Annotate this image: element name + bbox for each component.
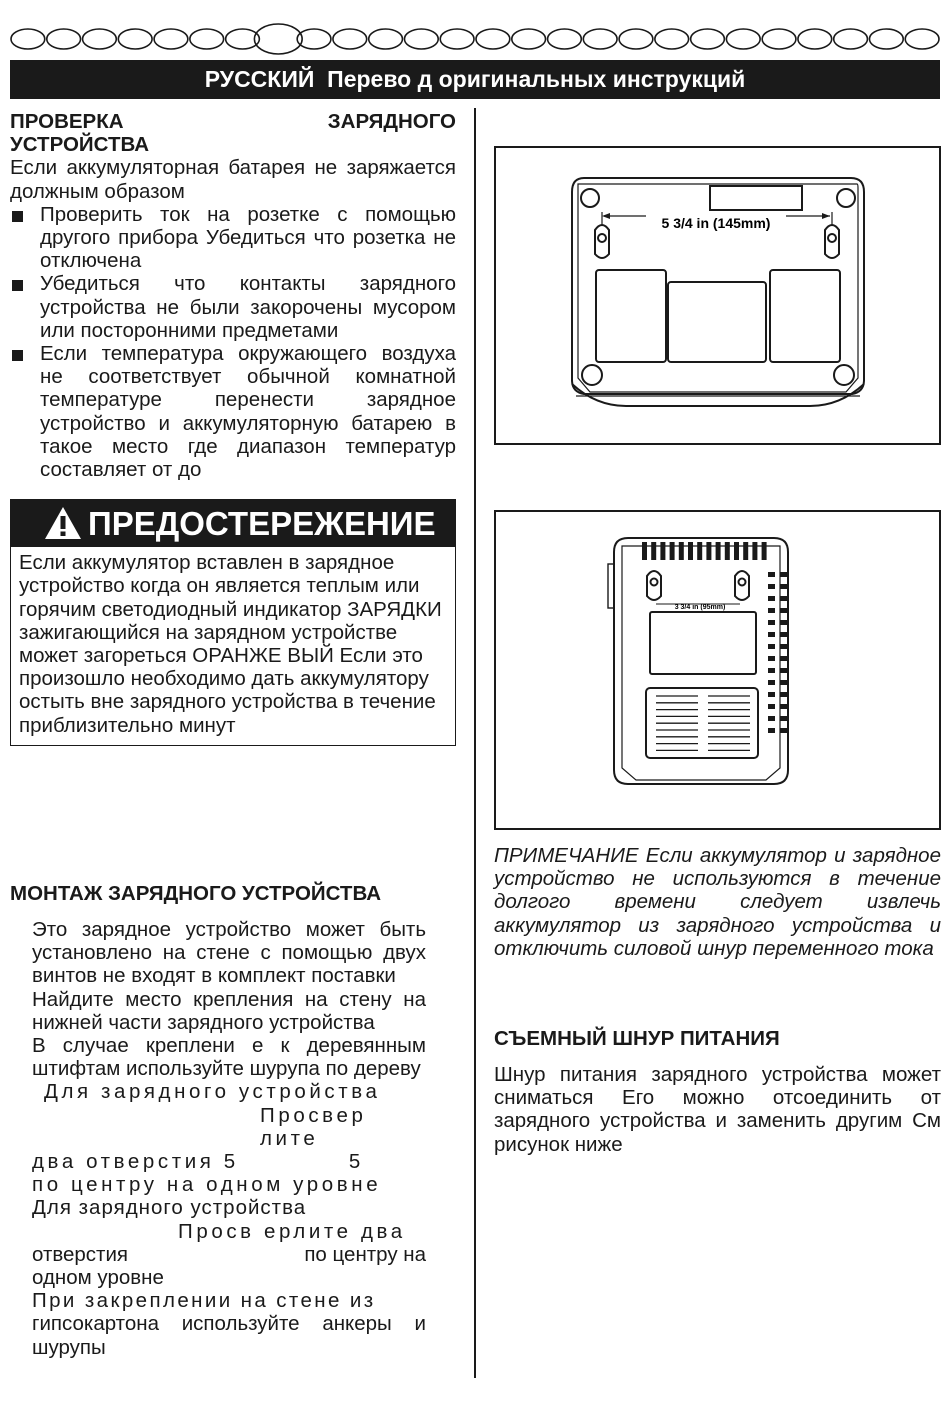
mounting-text — [32, 918, 426, 1359]
mounting-heading: МОНТАЖ ЗАРЯДНОГО УСТРОЙСТВА — [10, 882, 382, 905]
left-column — [10, 110, 456, 746]
check-heading-line2: УСТРОЙСТВА — [10, 133, 150, 157]
list-item: Убедиться что контакты зарядного устройства не были закорочены мусором или посторонними предметами — [10, 272, 456, 342]
mounting-p5-line1: Для зарядного устройства — [32, 1196, 307, 1220]
mounting-p4-line1: Для зарядного устройства — [44, 1080, 381, 1104]
check-bullet-list — [10, 203, 456, 481]
charger-bottom-drawing — [496, 148, 939, 443]
bullet-square-icon — [12, 280, 23, 291]
language-banner — [10, 60, 940, 99]
mounting-p2: Найдите место крепления на стену на нижней части зарядного устройства — [32, 987, 426, 1034]
check-heading: ПРОВЕРКА ЗАРЯДНОГО — [10, 110, 456, 133]
column-divider — [474, 108, 476, 1378]
mounting-p4-line2: Просвер лите — [260, 1103, 367, 1150]
banner-language: РУССКИЙ — [204, 66, 315, 92]
mounting-p6-line1: При закреплении на стене из — [32, 1289, 376, 1313]
warning-title: ПРЕДОСТЕРЕЖЕНИЕ — [88, 504, 436, 542]
mounting-p5-line2: Просв ерлите два — [178, 1219, 406, 1243]
mounting-p6-rest: гипсокартона используйте анкеры и шурупы — [32, 1312, 426, 1359]
warning-triangle-icon — [44, 506, 82, 540]
decorative-oval-strip — [10, 22, 940, 56]
bullet-square-icon — [12, 211, 23, 222]
banner-title: Перево д оригинальных инструкций — [327, 66, 746, 92]
charger-figure-2 — [494, 510, 941, 830]
check-intro: Если аккумуляторная батарея не заряжается должным образом — [10, 156, 456, 203]
charger-compact-drawing — [496, 512, 939, 828]
warning-box — [10, 547, 456, 746]
note-text: ПРИМЕЧАНИЕ Если аккумулятор и зарядное устройство не используются в течение долгого времени следует извлечь аккумулятор из зарядного устройства и отключить силовой шнур переменного тока — [494, 844, 941, 960]
power-cord-text: Шнур питания зарядного устройства может сниматься Его можно отсоединить от зарядного устройства и заменить другим См рисунок ниже — [494, 1063, 941, 1156]
mounting-p4-line4: по центру на одном уровне — [32, 1173, 382, 1197]
warning-header — [10, 499, 456, 547]
warning-text: Если аккумулятор вставлен в зарядное устройство когда он является теплым или горячим светодиодный индикатор ЗАРЯДКИ зажигающийся на зарядном устройстве может загореться ОРАНЖЕ ВЫЙ Если это произошло необходимо дать аккумулятору остыть вне зарядного устройства в течение приблизительно минут — [19, 551, 442, 737]
power-cord-heading: СЪЕМНЫЙ ШНУР ПИТАНИЯ — [494, 1027, 780, 1050]
charger-figure-1 — [494, 146, 941, 445]
mounting-p5-line3: отверстия по центру на — [32, 1242, 426, 1266]
fig1-dimension-label: 5 3/4 in (145mm) — [661, 215, 771, 231]
mounting-p5-line4: одном уровне — [32, 1266, 164, 1290]
bullet-square-icon — [12, 350, 23, 361]
mounting-p4-line3: два отверстия 5 5 — [32, 1150, 364, 1174]
fig2-dimension-label: 3 3/4 in (95mm) — [674, 604, 726, 611]
list-item: Проверить ток на розетке с помощью другого прибора Убедиться что розетка не отключена — [10, 203, 456, 273]
mounting-p3: В случае креплени е к деревянным штифтам используйте шурупа по дереву — [32, 1034, 426, 1081]
mounting-p1: Это зарядное устройство может быть установлено на стене с помощью двух винтов не входят в комплект поставки — [32, 918, 426, 988]
list-item: Если температура окружающего воздуха не соответствует обычной комнатной температуре перенести зарядное устройство и аккумуляторную батарею в такое место где диапазон температур составляет от до — [10, 342, 456, 481]
